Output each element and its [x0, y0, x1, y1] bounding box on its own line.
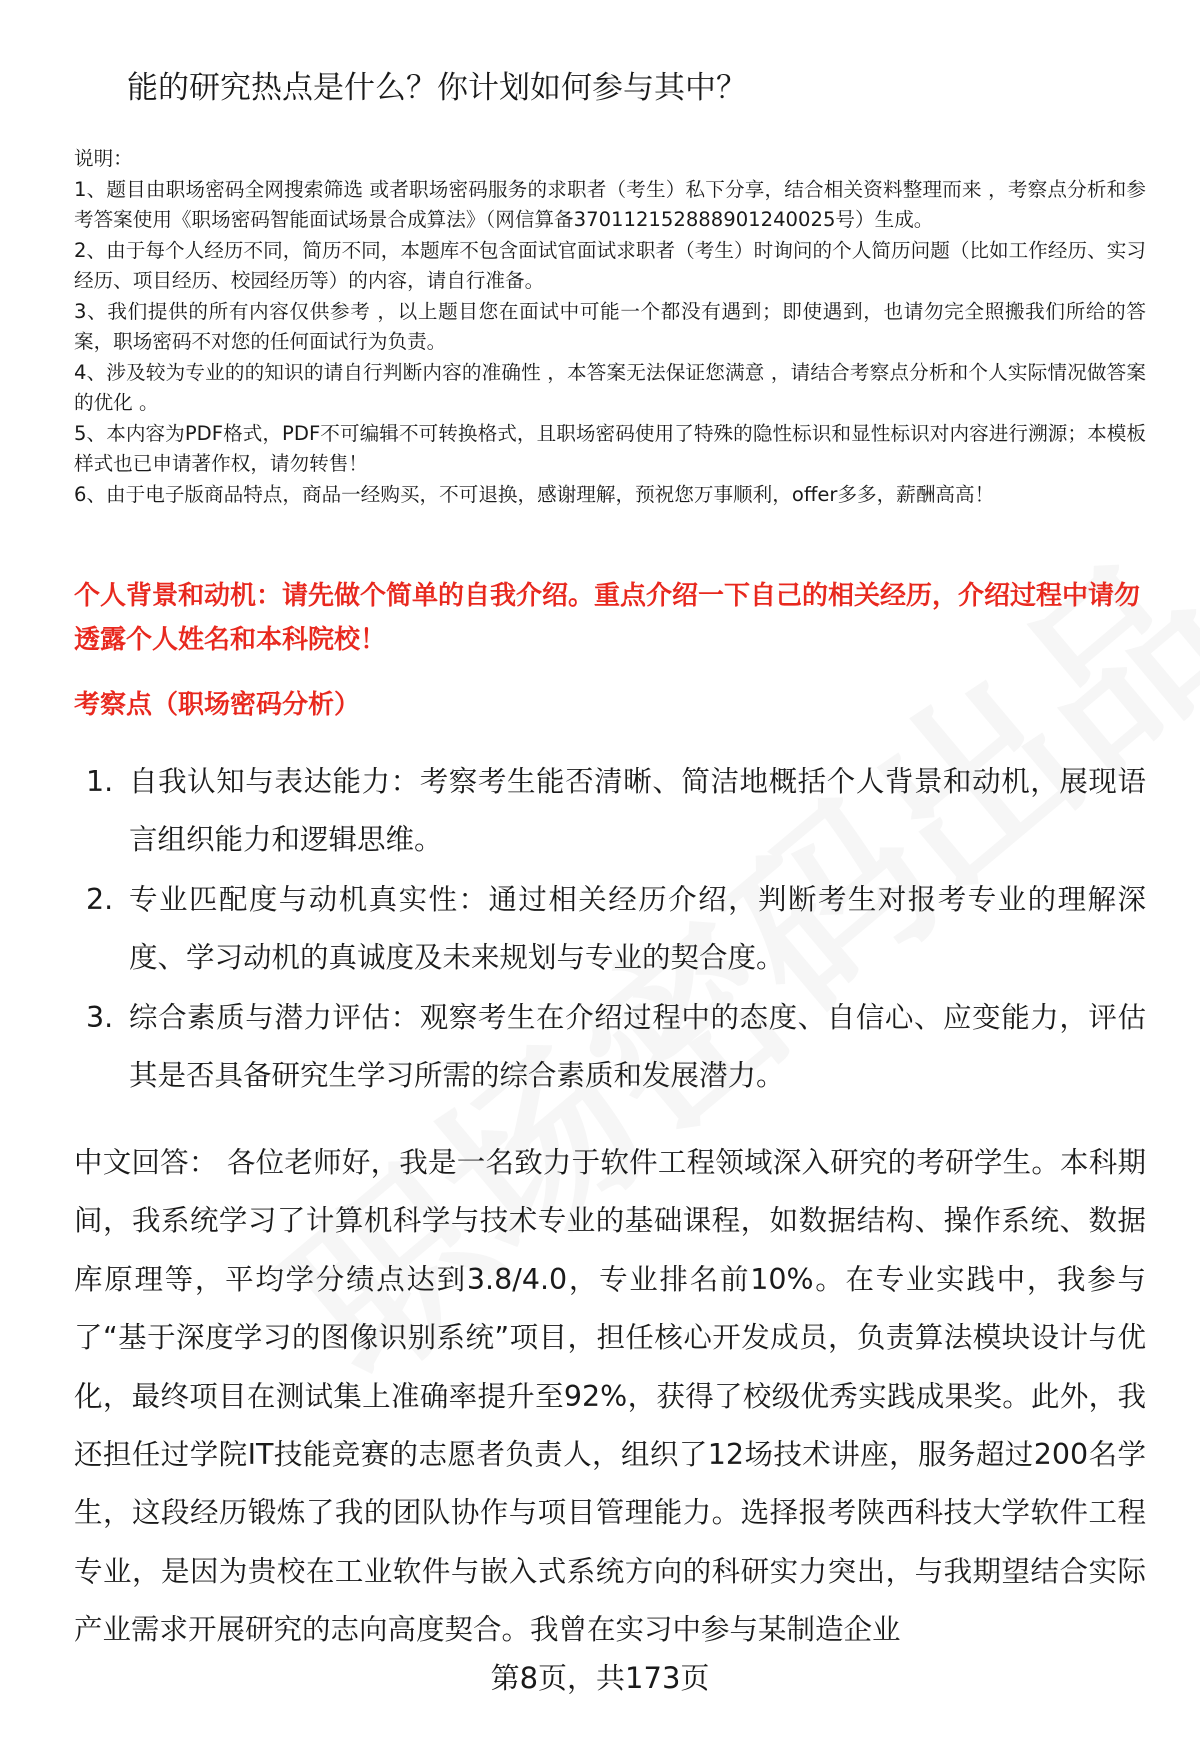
question-title-continued: 能的研究热点是什么？你计划如何参与其中？: [127, 70, 747, 106]
notes-label: 说明：: [74, 147, 133, 170]
item-text: 综合素质与潜力评估：观察考生在介绍过程中的态度、自信心、应变能力，评估其是否具备研究生学习所需的综合素质和发展潜力。: [129, 1001, 1146, 1092]
analysis-item: [74, 989, 1146, 1105]
page-number: 第8页，共173页: [490, 1661, 710, 1695]
analysis-list: [74, 753, 1146, 1107]
item-number: 2.: [86, 883, 114, 916]
item-number: 1.: [86, 765, 114, 798]
analysis-item: [74, 871, 1146, 987]
chinese-answer: 中文回答： 各位老师好，我是一名致力于软件工程领域深入研究的考研学生。本科期间，我系统学习了计算机科学与技术专业的基础课程，如数据结构、操作系统、数据库原理等，平均学分绩点达到3.8/4.0，专业排名前10%。在专业实践中，我参与了“基于深度学习的图像识别系统”项目，担任核心开发成员，负责算法模块设计与优化，最终项目在测试集上准确率提升至92%，获得了校级优秀实践成果奖。此外，我还担任过学院IT技能竞赛的志愿者负责人，组织了12场技术讲座，服务超过200名学生，这段经历锻炼了我的团队协作与项目管理能力。选择报考陕西科技大学软件工程专业，是因为贵校在工业软件与嵌入式系统方向的科研实力突出，与我期望结合实际产业需求开展研究的志向高度契合。我曾在实习中参与某制造企业: [74, 1146, 1146, 1647]
analysis-heading: 考察点（职场密码分析）: [74, 690, 361, 720]
item-text: 自我认知与表达能力：考察考生能否清晰、简洁地概括个人背景和动机，展现语言组织能力和逻辑思维。: [129, 765, 1146, 856]
note-item: 2、由于每个人经历不同，简历不同，本题库不包含面试官面试求职者（考生）时询问的个人简历问题（比如工作经历、实习经历、项目经历、校园经历等）的内容，请自行准备。: [74, 238, 1146, 292]
note-item: 1、题目由职场密码全网搜索筛选 或者职场密码服务的求职者（考生）私下分享，结合相关资料整理而来 ，考察点分析和参考答案使用《职场密码智能面试场景合成算法》（网信算备370112152888901240025号）生成。: [74, 177, 1146, 231]
item-text: 专业匹配度与动机真实性：通过相关经历介绍，判断考生对报考专业的理解深度、学习动机的真诚度及未来规划与专业的契合度。: [129, 883, 1146, 974]
note-item: 4、涉及较为专业的的知识的请自行判断内容的准确性 ，本答案无法保证您满意 ，请结合考察点分析和个人实际情况做答案的优化 。: [74, 360, 1146, 414]
notes-section: [74, 144, 1146, 510]
note-item: 5、本内容为PDF格式，PDF不可编辑不可转换格式，且职场密码使用了特殊的隐性标识和显性标识对内容进行溯源；本模板样式也已申请著作权，请勿转售！: [74, 421, 1146, 475]
analysis-item: [74, 753, 1146, 869]
question-heading: 个人背景和动机：请先做个简单的自我介绍。重点介绍一下自己的相关经历，介绍过程中请勿透露个人姓名和本科院校！: [74, 581, 1141, 655]
note-item: 6、由于电子版商品特点，商品一经购买，不可退换，感谢理解，预祝您万事顺利，offer多多，薪酬高高！: [74, 482, 995, 506]
note-item: 3、我们提供的所有内容仅供参考 ，以上题目您在面试中可能一个都没有遇到；即使遇到，也请勿完全照搬我们所给的答案，职场密码不对您的任何面试行为负责。: [74, 299, 1146, 353]
item-number: 3.: [86, 1001, 114, 1034]
